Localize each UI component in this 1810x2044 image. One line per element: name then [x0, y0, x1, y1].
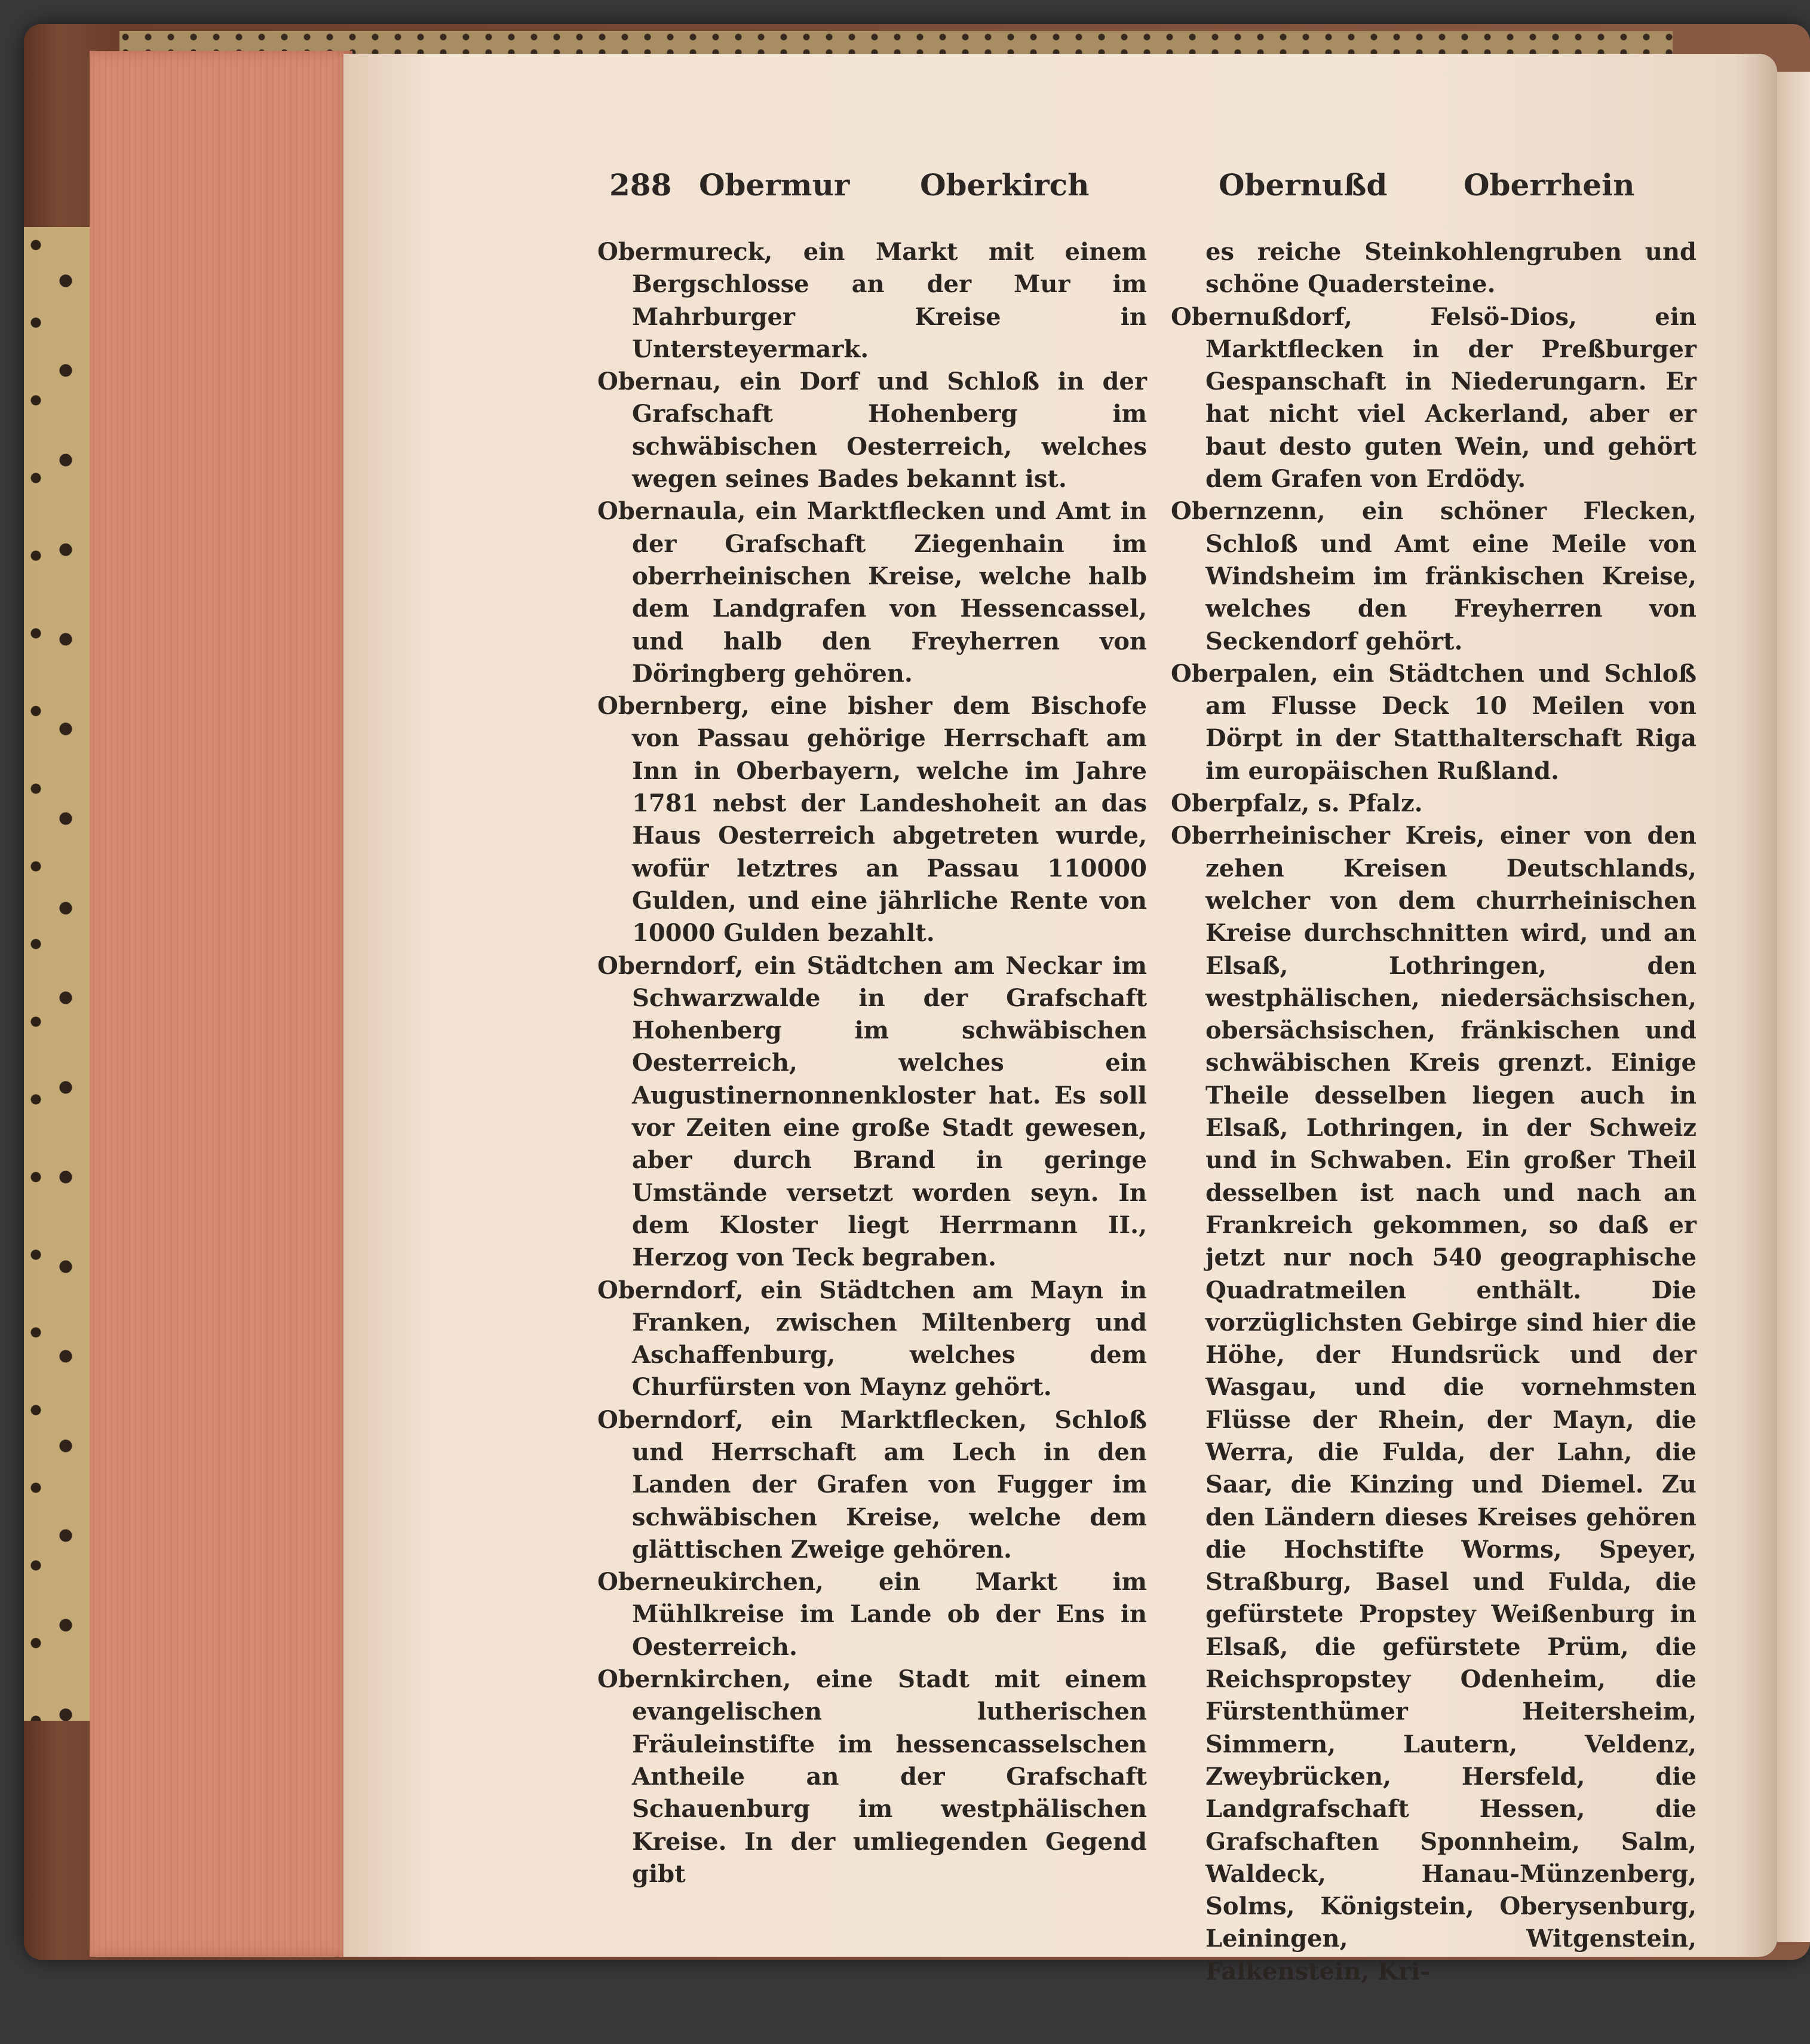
headword-right-2: Oberrhein [1464, 167, 1635, 203]
entry-oberpalen: Oberpalen, ein Städtchen und Schloß am Flusse Deck 10 Meilen von Dörpt in der Statthalterschaft Riga im europäischen Rußland. [1171, 659, 1697, 785]
entry-oberrheinischer-kreis: Oberrheinischer Kreis, einer von den zehen Kreisen Deutschlands, welcher von dem churrheinischen Kreise durchschnitten wird, und an Elsaß, Lothringen, den westphälischen, niedersächsischen, obersächsischen, fränkischen und schwäbischen Kreis grenzt. Einige Theile desselben liegen auch in Elsaß, Lothringen, in der Schweiz und in Schwaben. Ein großer Theil desselben ist nach und nach an Frankreich gekommen, so daß er jetzt nur noch 540 geographische Quadratmeilen enthält. Die vorzüglichsten Gebirge sind hier die Höhe, der Hundsrück und der Wasgau, und die vornehmsten Flüsse der Rhein, der Mayn, die Werra, die Fulda, der Lahn, die Saar, die Kinzing und Diemel. Zu den Ländern dieses Kreises gehören die Hochstifte Worms, Speyer, Straßburg, Basel und Fulda, die gefürstete Propstey Weißenburg in Elsaß, die gefürstete Prüm, die Reichspropstey Odenheim, die Fürstenthümer Heitersheim, Simmern, Lautern, Veldenz, Zweybrücken, Hersfeld, die Landgrafschaft Hessen, die Grafschaften Sponnheim, Salm, Waldeck, Hanau-Münzenberg, Solms, Königstein, Oberysenburg, Leiningen, Witgenstein, Falkenstein, Kri- [1171, 822, 1697, 1985]
headword-left-1: Obermur [699, 167, 850, 203]
cover-spine-marbling [24, 227, 96, 1721]
page-number: 288 [609, 167, 672, 203]
entry-obernzenn: Obernzenn, ein schöner Flecken, Schloß und Amt eine Meile von Windsheim im fränkischen Kreise, welches den Freyherren von Seckendorf gehört. [1171, 497, 1697, 655]
headword-right-1: Obernußd [1219, 167, 1388, 203]
entry-oberndorf-neckar: Oberndorf, ein Städtchen am Neckar im Schwarzwalde in der Grafschaft Hohenberg im schwäbischen Oesterreich, welches ein Augustinernonnenkloster hat. Es soll vor Zeiten eine große Stadt gewesen, aber durch Brand in geringe Umstände versetzt worden seyn. In dem Kloster liegt Herrmann II., Herzog von Teck begraben. [597, 951, 1147, 1272]
entry-obermureck: Obermureck, ein Markt mit einem Bergschlosse an der Mur im Mahrburger Kreise in Untersteyermark. [597, 238, 1147, 363]
entry-obernberg: Obernberg, eine bisher dem Bischofe von Passau gehörige Herrschaft am Inn in Oberbayern, welche im Jahre 1781 nebst der Landeshoheit an das Haus Oesterreich abgetreten wurde, wofür letztres an Passau 110000 Gulden, und eine jährliche Rente von 10000 Gulden bezahlt. [597, 692, 1147, 948]
left-column [597, 236, 1147, 1890]
entry-oberndorf-mayn: Oberndorf, ein Städtchen am Mayn in Franken, zwischen Miltenberg und Aschaffenburg, welches dem Churfürsten von Maynz gehört. [597, 1276, 1147, 1402]
entry-oberpfalz: Oberpfalz, s. Pfalz. [1171, 789, 1423, 818]
entry-continuation: es reiche Steinkohlengruben und schöne Quadersteine. [1205, 238, 1697, 299]
headword-left-2: Oberkirch [920, 167, 1090, 203]
running-header [609, 167, 1685, 221]
entry-oberneukirchen: Oberneukirchen, ein Markt im Mühlkreise im Lande ob der Ens in Oesterreich. [597, 1568, 1147, 1661]
right-column [1171, 236, 1697, 1988]
entry-obernau: Obernau, ein Dorf und Schloß in der Grafschaft Hohenberg im schwäbischen Oesterreich, welches wegen seines Bades bekannt ist. [597, 367, 1147, 494]
entry-oberndorf-lech: Oberndorf, ein Marktflecken, Schloß und Herrschaft am Lech in den Landen der Grafen von Fugger im schwäbischen Kreise, welche dem glättischen Zweige gehören. [597, 1405, 1147, 1564]
entry-obernaula: Obernaula, ein Marktflecken und Amt in der Grafschaft Ziegenhain im oberrheinischen Kreise, welche halb dem Landgrafen von Hessencassel, und halb den Freyherren von Döringberg gehören. [597, 497, 1147, 688]
entry-obernkirchen: Obernkirchen, eine Stadt mit einem evangelischen lutherischen Fräuleinstifte im hessencasselschen Antheile an der Grafschaft Schauenburg im westphälischen Kreise. In der umliegenden Gegend gibt [597, 1665, 1147, 1888]
entry-obernussdorf: Obernußdorf, Felsö-Dios, ein Marktflecken in der Preßburger Gespanschaft in Niederungarn. Er hat nicht viel Ackerland, aber er baut desto guten Wein, und gehört dem Grafen von Erdödy. [1171, 302, 1697, 494]
page-edges [90, 51, 352, 1957]
